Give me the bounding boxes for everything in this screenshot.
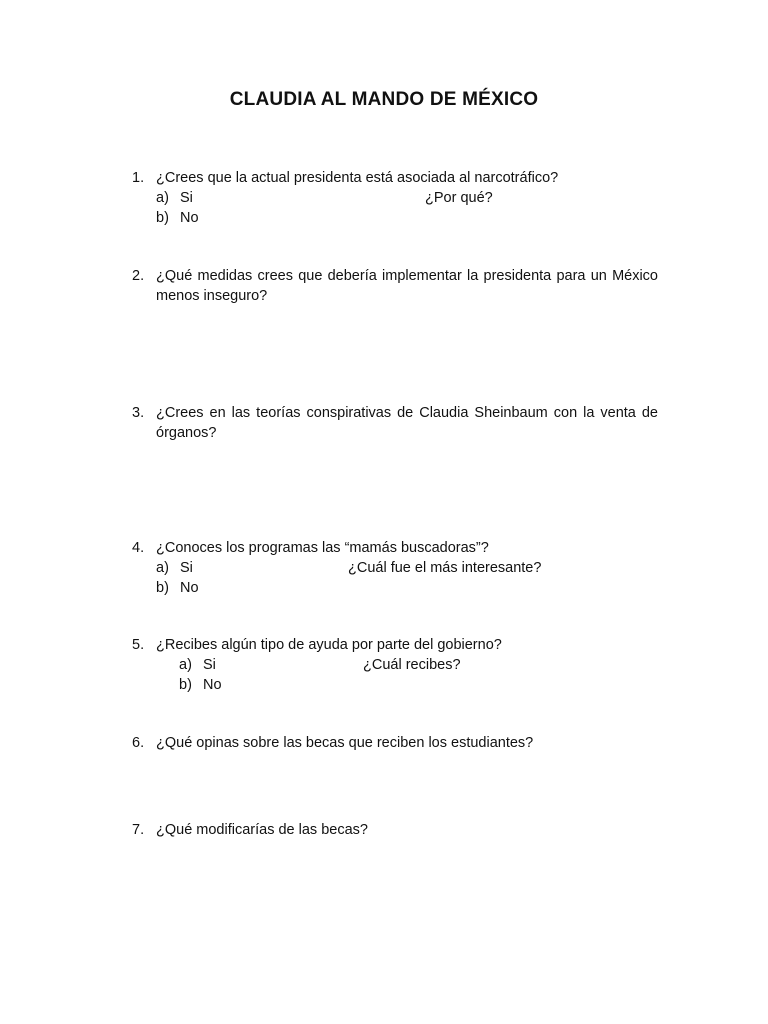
question-number: 4. <box>132 540 145 556</box>
question-3 <box>132 403 658 443</box>
question-text: ¿Qué opinas sobre las becas que reciben los estudiantes? <box>156 735 534 751</box>
option-label: Si <box>180 190 193 206</box>
question-5 <box>132 635 658 655</box>
follow-up-question: ¿Cuál recibes? <box>363 657 461 673</box>
question-7 <box>132 820 658 840</box>
option-a <box>179 655 216 675</box>
option-label: No <box>180 580 199 596</box>
question-number: 3. <box>132 405 145 421</box>
option-letter: a) <box>156 190 169 206</box>
question-text: ¿Conoces los programas las “mamás buscadoras”? <box>156 540 489 556</box>
question-4 <box>132 538 658 558</box>
document-title: CLAUDIA AL MANDO DE MÉXICO <box>229 89 539 110</box>
option-b <box>179 675 222 695</box>
question-text: ¿Crees en las teorías conspirativas de Claudia Sheinbaum con la venta de órganos? <box>156 405 658 441</box>
option-label: Si <box>180 560 193 576</box>
question-number: 1. <box>132 170 145 186</box>
option-letter: a) <box>156 560 169 576</box>
option-label: No <box>203 677 222 693</box>
question-text: ¿Recibes algún tipo de ayuda por parte del gobierno? <box>156 637 502 653</box>
option-letter: a) <box>179 657 192 673</box>
question-text: ¿Qué modificarías de las becas? <box>156 822 368 838</box>
question-text: ¿Crees que la actual presidenta está asociada al narcotráfico? <box>156 170 559 186</box>
option-label: No <box>180 210 199 226</box>
question-number: 2. <box>132 268 145 284</box>
question-6 <box>132 733 658 753</box>
option-label: Si <box>203 657 216 673</box>
follow-up-question: ¿Por qué? <box>425 190 493 206</box>
option-letter: b) <box>156 580 169 596</box>
option-a <box>156 188 193 208</box>
option-b <box>156 578 199 598</box>
option-b <box>156 208 199 228</box>
follow-up-question: ¿Cuál fue el más interesante? <box>348 560 542 576</box>
question-text: ¿Qué medidas crees que debería implementar la presidenta para un México menos inseguro? <box>156 268 658 304</box>
option-letter: b) <box>179 677 192 693</box>
question-number: 7. <box>132 822 145 838</box>
option-a <box>156 558 193 578</box>
question-1 <box>132 168 658 188</box>
question-number: 6. <box>132 735 145 751</box>
question-number: 5. <box>132 637 145 653</box>
question-2 <box>132 266 658 306</box>
option-letter: b) <box>156 210 169 226</box>
